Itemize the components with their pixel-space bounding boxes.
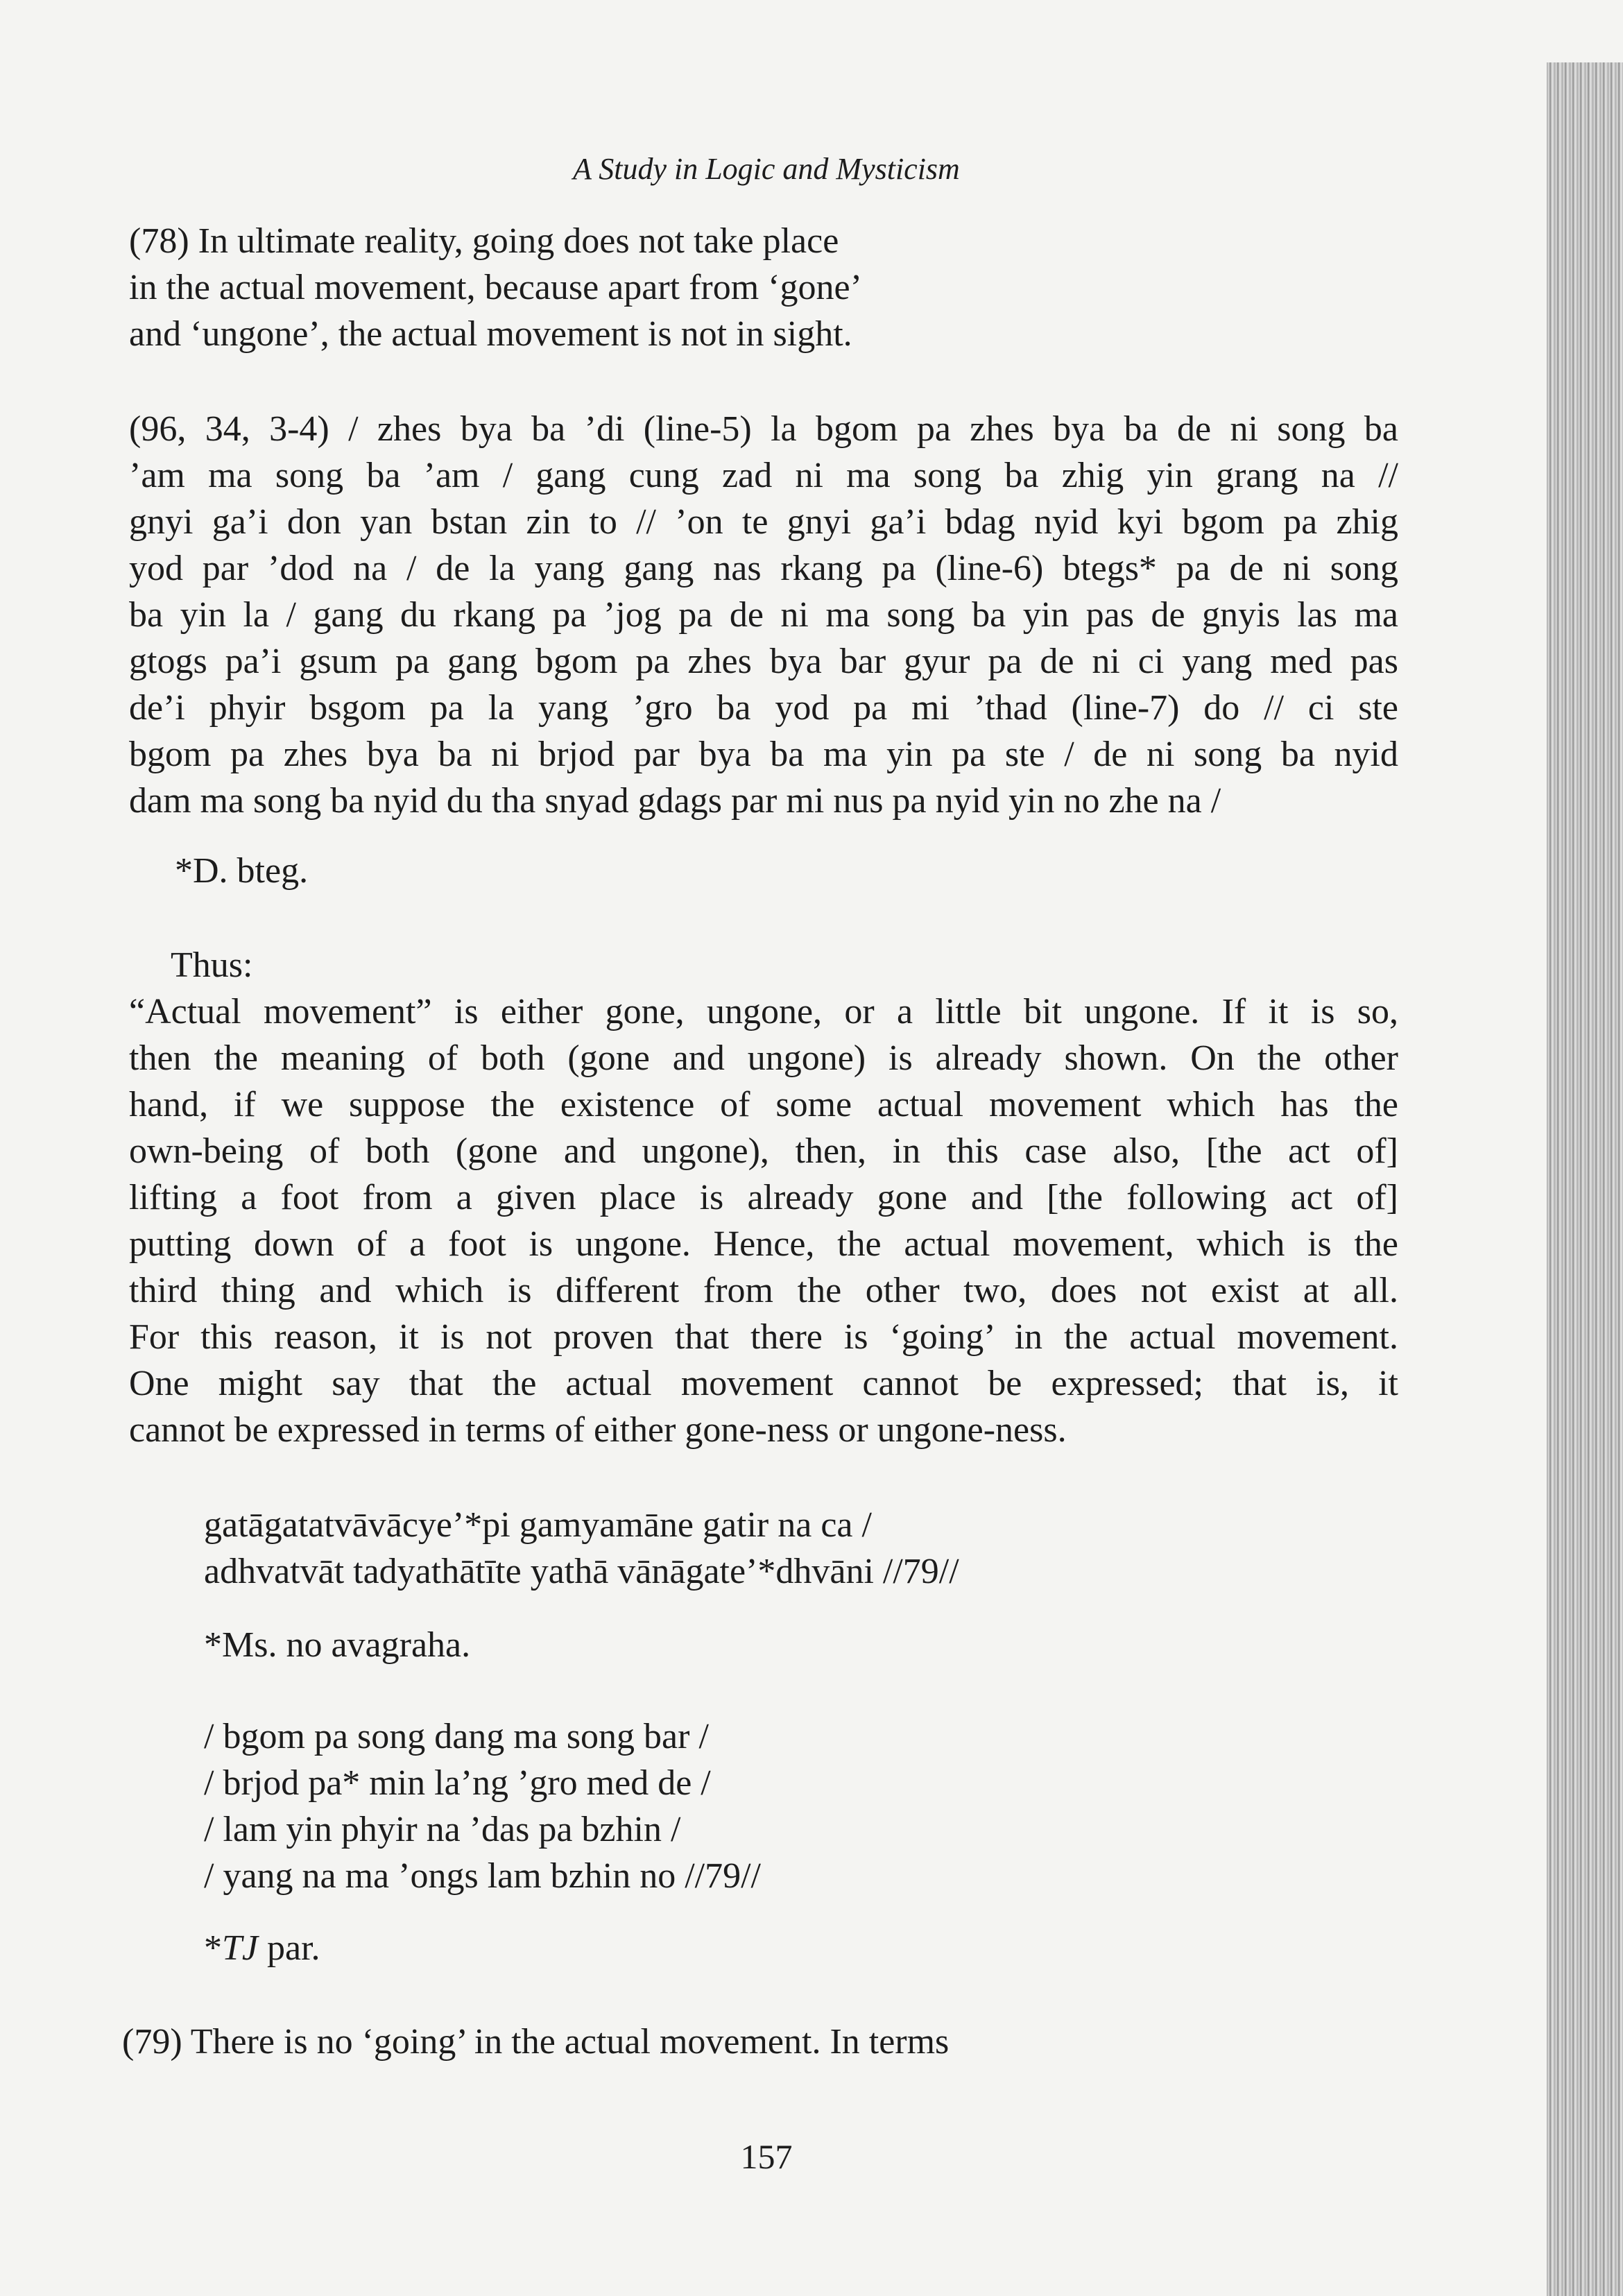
running-head: A Study in Logic and Mysticism bbox=[573, 152, 960, 186]
thus-label: Thus: bbox=[171, 945, 253, 985]
text-line: in the actual movement, because apart from ‘gone’ bbox=[129, 268, 862, 307]
verse-line: / bgom pa song dang ma song bar / bbox=[204, 1717, 709, 1756]
text-line: (96, 34, 3-4) / zhes bya ba ’di (line-5) la bgom pa zhes bya ba de ni song ba bbox=[129, 409, 1398, 449]
text-line: gnyi ga’i don yan bstan zin to // ’on te gnyi ga’i bdag nyid kyi bgom pa zhig bbox=[129, 502, 1398, 542]
text-line: ’am ma song ba ’am / gang cung zad ni ma song ba zhig yin grang na // bbox=[129, 456, 1398, 495]
text-line: (78) In ultimate reality, going does not take place bbox=[129, 221, 839, 261]
text-line: cannot be expressed in terms of either gone-ness or ungone-ness. bbox=[129, 1410, 1067, 1450]
text-line: dam ma song ba nyid du tha snyad gdags par mi nus pa nyid yin no zhe na / bbox=[129, 781, 1221, 821]
text-line: yod par ’dod na / de la yang gang nas rkang pa (line-6) btegs* pa de ni song bbox=[129, 549, 1398, 588]
text-line: gtogs pa’i gsum pa gang bgom pa zhes bya bar gyur pa de ni ci yang med pas bbox=[129, 642, 1398, 681]
tibetan-verse bbox=[129, 1713, 1473, 1899]
text-line: For this reason, it is not proven that there is ‘going’ in the actual movement. bbox=[129, 1317, 1398, 1357]
footnote-tj bbox=[129, 1925, 1473, 1971]
text-line: own-being of both (gone and ungone), then, in this case also, [the act of] bbox=[129, 1131, 1398, 1171]
footnote-text bbox=[204, 1925, 1473, 1971]
footnote-text: *D. bteg. bbox=[175, 851, 309, 891]
verse-line: / yang na ma ’ongs lam bzhin no //79// bbox=[204, 1856, 761, 1896]
footnote-marker: * bbox=[204, 1928, 222, 1968]
verse-line: gatāgatatvāvācye’*pi gamyamāne gatir na ca / bbox=[204, 1505, 872, 1545]
text-line: lifting a foot from a given place is already gone and [the following act of] bbox=[129, 1178, 1398, 1217]
text-line: de’i phyir bsgom pa la yang ’gro ba yod pa mi ’thad (line-7) do // ci ste bbox=[129, 688, 1398, 728]
text-line: hand, if we suppose the existence of some actual movement which has the bbox=[129, 1085, 1398, 1124]
text-line: third thing and which is different from the other two, does not exist at all. bbox=[129, 1271, 1398, 1310]
verse-79-translation bbox=[122, 2019, 1391, 2065]
text-line: “Actual movement” is either gone, ungone, or a little bit ungone. If it is so, bbox=[129, 992, 1398, 1031]
verse-line: / brjod pa* min la’ng ’gro med de / bbox=[204, 1763, 711, 1803]
text-line: (79) There is no ‘going’ in the actual movement. In terms bbox=[122, 2022, 950, 2062]
footnote-siglum: TJ bbox=[222, 1928, 258, 1968]
text-line: then the meaning of both (gone and ungone) is already shown. On the other bbox=[129, 1038, 1398, 1078]
footnote-text: *Ms. no avagraha. bbox=[204, 1625, 471, 1665]
english-commentary bbox=[129, 942, 1398, 1453]
text-line: and ‘ungone’, the actual movement is not in sight. bbox=[129, 314, 852, 354]
text-line: One might say that the actual movement cannot be expressed; that is, it bbox=[129, 1364, 1398, 1403]
text-line: putting down of a foot is ungone. Hence, the actual movement, which is the bbox=[129, 1224, 1398, 1264]
footnote-body: par. bbox=[267, 1928, 320, 1968]
page-number: 157 bbox=[740, 2137, 793, 2176]
verse-line: adhvatvāt tadyathātīte yathā vānāgate’*dhvāni //79// bbox=[204, 1552, 959, 1591]
verse-78-translation bbox=[129, 218, 1398, 357]
sanskrit-verse bbox=[129, 1502, 1473, 1595]
binding-edge bbox=[1547, 62, 1623, 2296]
footnote-ms bbox=[129, 1622, 1473, 1668]
text-line: ba yin la / gang du rkang pa ’jog pa de ni ma song ba yin pas de gnyis las ma bbox=[129, 595, 1398, 635]
text-line: bgom pa zhes bya ba ni brjod par bya ba ma yin pa ste / de ni song ba nyid bbox=[129, 735, 1398, 774]
tibetan-commentary bbox=[129, 406, 1398, 824]
footnote-d bbox=[129, 848, 1444, 894]
verse-line: / lam yin phyir na ’das pa bzhin / bbox=[204, 1810, 681, 1849]
